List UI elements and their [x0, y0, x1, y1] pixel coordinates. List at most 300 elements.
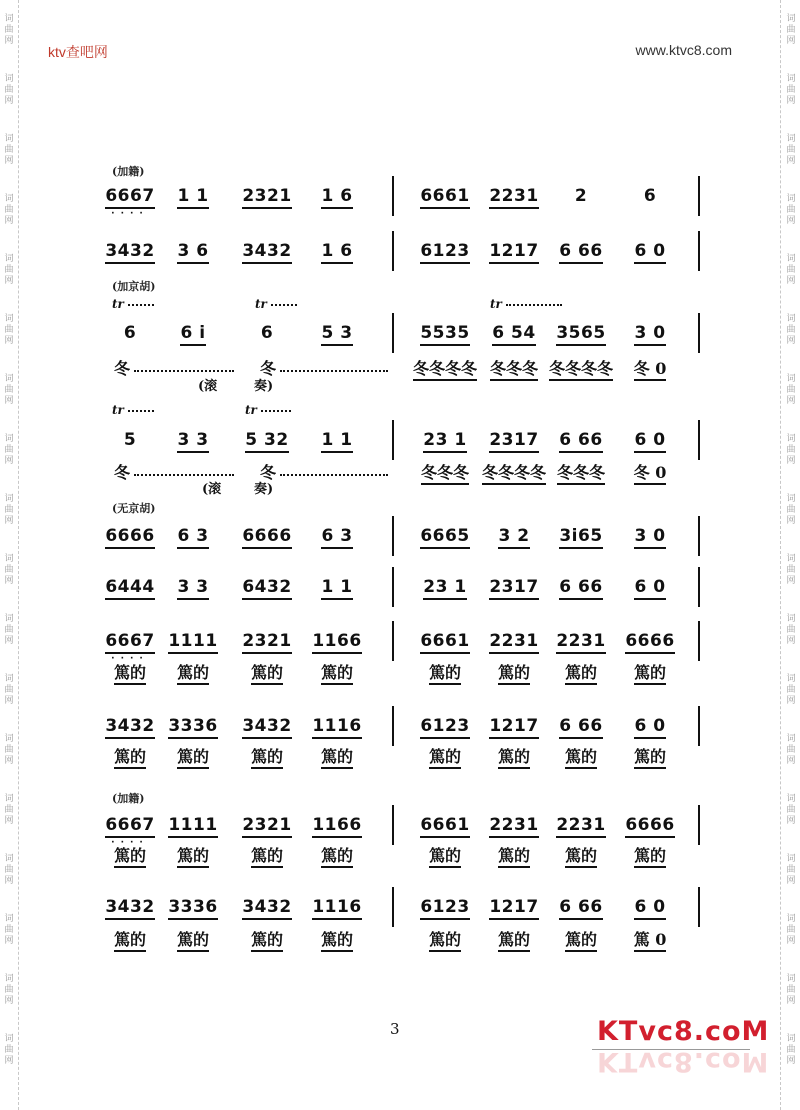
note-group: 6666 [625, 631, 674, 654]
note-group: 6 [123, 323, 137, 343]
side-text-char: 网 [4, 695, 14, 706]
side-text-char: 曲 [786, 24, 796, 35]
note-group: 3 3 [177, 577, 208, 600]
note-group: 2231 [489, 631, 538, 654]
note-group: 6666 [105, 526, 154, 549]
side-text-char: 词 [4, 913, 14, 924]
note-group: 1116 [312, 897, 361, 920]
side-text-char: 词 [786, 853, 796, 864]
lyric-text: 篤的 [251, 846, 283, 868]
lyric-syllables [607, 660, 693, 683]
note-cell [294, 526, 380, 546]
side-text-group [786, 120, 795, 180]
trill-wave [128, 404, 154, 412]
drum-syllable: 冬 [259, 463, 276, 482]
note-cell [294, 631, 380, 651]
side-text-char: 网 [786, 515, 796, 526]
lyric-text: 篤的 [565, 663, 597, 685]
side-text-char: 曲 [4, 444, 14, 455]
side-text-group [786, 780, 795, 840]
side-text-char: 网 [786, 935, 796, 946]
barline [698, 231, 700, 271]
roll-wave [134, 468, 234, 476]
side-text-char: 网 [786, 155, 796, 166]
lyric-syllables [294, 843, 380, 866]
side-text-char: 词 [786, 1033, 796, 1044]
side-text-char: 网 [786, 995, 796, 1006]
trill-mark: tr [490, 297, 502, 311]
side-text-group [786, 420, 795, 480]
side-text-char: 曲 [786, 144, 796, 155]
note-group: 1 1 [177, 186, 208, 209]
side-text-char: 曲 [4, 564, 14, 575]
side-text-char: 网 [4, 515, 14, 526]
side-text-group [4, 840, 13, 900]
note-group: 2317 [489, 577, 538, 600]
side-text-char: 词 [786, 673, 796, 684]
roll-wave [280, 364, 388, 372]
side-text-group [4, 120, 13, 180]
left-border-line [18, 0, 19, 1110]
lyric-text: 篤的 [321, 663, 353, 685]
note-group: 3336 [168, 897, 217, 920]
note-group: 23 1 [423, 430, 466, 453]
barline [392, 176, 394, 216]
barline [698, 516, 700, 556]
note-group: 6667 [105, 186, 154, 209]
site-name[interactable]: ktv查吧网 [48, 44, 108, 60]
lyric-text: 篤的 [177, 846, 209, 868]
lyric-syllables [294, 927, 380, 950]
note-group: 6 66 [559, 716, 602, 739]
side-text-group [786, 480, 795, 540]
barline [698, 313, 700, 353]
side-text-char: 网 [4, 335, 14, 346]
note-group: 5 3 [321, 323, 352, 346]
note-group: 6666 [242, 526, 291, 549]
note-group: 6661 [420, 186, 469, 209]
side-text-group [4, 360, 13, 420]
side-text-char: 曲 [4, 624, 14, 635]
barline [698, 805, 700, 845]
note-cell [294, 815, 380, 835]
side-text-char: 词 [4, 613, 14, 624]
side-text-char: 词 [786, 733, 796, 744]
lyric-text: 篤的 [177, 663, 209, 685]
lyric-text: 篤 0 [634, 930, 667, 952]
side-text-group [4, 660, 13, 720]
lyric-text: 冬冬冬 [557, 463, 605, 485]
note-group: 3432 [105, 716, 154, 739]
section-label-3: (无京胡) [112, 502, 156, 515]
lyric-text: 冬冬冬冬 [549, 359, 613, 381]
side-text-char: 网 [4, 935, 14, 946]
trill-wave [128, 298, 154, 306]
side-text-group [4, 420, 13, 480]
barline [698, 887, 700, 927]
note-cell [294, 577, 380, 597]
note-group: 1217 [489, 716, 538, 739]
lyric-text: 篤的 [429, 663, 461, 685]
lyric-text: 篤的 [177, 747, 209, 769]
side-text-char: 网 [4, 995, 14, 1006]
drum-syllable: 冬 [113, 463, 130, 482]
note-group: 2231 [489, 815, 538, 838]
note-group: 1217 [489, 241, 538, 264]
trill-mark: tr [112, 403, 124, 417]
side-text-char: 词 [786, 373, 796, 384]
lyric-text: 篤的 [177, 930, 209, 952]
lyric-text: 篤的 [114, 747, 146, 769]
side-text-char: 网 [786, 335, 796, 346]
note-group: 1217 [489, 897, 538, 920]
note-group: 3432 [242, 716, 291, 739]
barline [698, 420, 700, 460]
barline [392, 516, 394, 556]
side-text-char: 网 [4, 215, 14, 226]
ktvc8-logo-reflection: KTvc8.coM [597, 1046, 770, 1077]
lyric-text: 篤的 [498, 663, 530, 685]
side-text-char: 曲 [786, 924, 796, 935]
note-group: 1166 [312, 631, 361, 654]
side-text-char: 曲 [4, 684, 14, 695]
side-text-char: 网 [786, 215, 796, 226]
side-text-group [4, 960, 13, 1020]
lyric-text: 篤的 [498, 846, 530, 868]
side-text-char: 网 [4, 455, 14, 466]
side-text-char: 网 [786, 35, 796, 46]
lyric-syllables [607, 843, 693, 866]
side-text-group [4, 300, 13, 360]
right-side-watermark [784, 0, 798, 1110]
barline [698, 621, 700, 661]
section-label-4: (加籍) [112, 792, 145, 805]
note-group: 6 3 [177, 526, 208, 549]
note-group: 6 0 [634, 241, 665, 264]
lyric-syllables [607, 460, 693, 483]
lyric-text: 篤的 [321, 747, 353, 769]
side-text-char: 曲 [4, 384, 14, 395]
note-group: 3 0 [634, 526, 665, 549]
side-text-char: 词 [4, 13, 14, 24]
side-text-char: 词 [4, 673, 14, 684]
lyric-text: 篤的 [498, 747, 530, 769]
roll-note-a: (滚 [198, 379, 218, 394]
lyric-text: 冬 0 [634, 463, 667, 485]
barline [392, 621, 394, 661]
lyric-text: 篤的 [429, 846, 461, 868]
roll-note-b: 奏) [254, 482, 274, 497]
side-text-char: 词 [4, 433, 14, 444]
site-url[interactable]: www.ktvc8.com [635, 42, 732, 58]
note-group: 1 6 [321, 186, 352, 209]
lyric-syllables [607, 744, 693, 767]
side-text-char: 曲 [786, 84, 796, 95]
side-text-char: 词 [786, 13, 796, 24]
side-text-char: 词 [4, 1033, 14, 1044]
side-text-group [4, 1020, 13, 1080]
side-text-char: 词 [4, 733, 14, 744]
side-text-char: 词 [786, 73, 796, 84]
side-text-group [4, 720, 13, 780]
note-group: 5535 [420, 323, 469, 346]
note-cell [607, 526, 693, 546]
side-text-char: 网 [4, 95, 14, 106]
side-text-char: 网 [4, 155, 14, 166]
lyric-text: 篤的 [429, 930, 461, 952]
side-text-group [4, 600, 13, 660]
side-text-char: 曲 [786, 984, 796, 995]
note-cell [607, 323, 693, 343]
side-text-char: 曲 [4, 144, 14, 155]
side-text-char: 词 [786, 613, 796, 624]
lyric-text: 篤的 [251, 663, 283, 685]
side-text-char: 词 [786, 433, 796, 444]
right-border-line [780, 0, 781, 1110]
note-group: 2317 [489, 430, 538, 453]
side-text-group [786, 300, 795, 360]
side-text-group [786, 720, 795, 780]
drum-syllable: 冬 [113, 359, 130, 378]
roll-note-b: 奏) [254, 379, 274, 394]
note-group: 2321 [242, 631, 291, 654]
note-group: 6666 [625, 815, 674, 838]
lyric-text: 篤的 [114, 846, 146, 868]
note-cell [607, 241, 693, 261]
note-group: 3432 [105, 897, 154, 920]
trill-mark: tr [112, 297, 124, 311]
side-text-char: 词 [786, 493, 796, 504]
side-text-char: 曲 [4, 984, 14, 995]
side-text-char: 词 [4, 253, 14, 264]
side-text-char: 词 [786, 913, 796, 924]
side-text-group [786, 360, 795, 420]
barline [392, 231, 394, 271]
side-text-char: 网 [4, 1055, 14, 1066]
note-cell [294, 186, 380, 206]
side-text-char: 词 [786, 793, 796, 804]
side-text-char: 网 [4, 395, 14, 406]
note-group: 6667 [105, 631, 154, 654]
side-text-group [786, 180, 795, 240]
side-text-group [4, 480, 13, 540]
side-text-char: 曲 [786, 324, 796, 335]
side-text-char: 网 [786, 575, 796, 586]
side-text-group [786, 240, 795, 300]
side-text-group [786, 660, 795, 720]
side-text-group [786, 540, 795, 600]
note-group: 2321 [242, 815, 291, 838]
note-cell [607, 430, 693, 450]
lyric-syllables [294, 660, 380, 683]
lyric-text: 篤的 [114, 663, 146, 685]
side-text-group [786, 900, 795, 960]
side-text-char: 曲 [786, 804, 796, 815]
note-group: 3432 [242, 897, 291, 920]
note-group: 6123 [420, 716, 469, 739]
side-text-char: 词 [786, 553, 796, 564]
lyric-text: 篤的 [251, 930, 283, 952]
low-octave-dots: ···· [111, 209, 149, 219]
note-group: 6 66 [559, 241, 602, 264]
side-text-char: 网 [4, 575, 14, 586]
side-text-char: 曲 [786, 684, 796, 695]
trill-wave [271, 298, 297, 306]
page-number: 3 [390, 1020, 400, 1038]
note-group: 6 [643, 186, 657, 206]
note-group: 6 0 [634, 430, 665, 453]
lyric-text: 冬 0 [634, 359, 667, 381]
note-group: 6432 [242, 577, 291, 600]
lyric-text: 篤的 [634, 663, 666, 685]
side-text-char: 词 [4, 793, 14, 804]
note-group: 2231 [489, 186, 538, 209]
side-text-char: 网 [786, 635, 796, 646]
note-group: 5 [123, 430, 137, 450]
lyric-text: 冬冬冬 [490, 359, 538, 381]
note-group: 2231 [556, 631, 605, 654]
lyric-text: 篤的 [321, 846, 353, 868]
note-group: 6 66 [559, 430, 602, 453]
note-group: 6 0 [634, 577, 665, 600]
side-text-char: 曲 [4, 924, 14, 935]
note-group: 6 [260, 323, 274, 343]
lyric-text: 篤的 [114, 930, 146, 952]
lyric-text: 冬冬冬冬 [482, 463, 546, 485]
side-text-char: 曲 [4, 804, 14, 815]
side-text-char: 词 [4, 493, 14, 504]
side-text-char: 曲 [786, 264, 796, 275]
side-text-char: 词 [4, 313, 14, 324]
note-cell [294, 897, 380, 917]
note-group: 5 32 [245, 430, 288, 453]
side-text-char: 网 [786, 95, 796, 106]
note-group: 3 2 [498, 526, 529, 549]
note-group: 3 0 [634, 323, 665, 346]
note-group: 6665 [420, 526, 469, 549]
low-octave-dots: ···· [111, 654, 149, 664]
side-text-char: 网 [786, 395, 796, 406]
note-cell [607, 815, 693, 835]
note-group: 1116 [312, 716, 361, 739]
barline [698, 567, 700, 607]
side-text-group [4, 780, 13, 840]
side-text-char: 词 [4, 373, 14, 384]
side-text-char: 曲 [786, 1044, 796, 1055]
barline [698, 176, 700, 216]
note-group: 2 [574, 186, 588, 206]
side-text-char: 曲 [4, 204, 14, 215]
note-group: 3565 [556, 323, 605, 346]
note-group: 6661 [420, 631, 469, 654]
note-group: 6667 [105, 815, 154, 838]
lyric-syllables [294, 744, 380, 767]
section-label-1: (加籍) [112, 165, 145, 178]
note-group: 6 66 [559, 577, 602, 600]
note-group: 3336 [168, 716, 217, 739]
lyric-text: 篤的 [321, 930, 353, 952]
side-text-char: 网 [786, 275, 796, 286]
side-text-char: 曲 [4, 744, 14, 755]
note-group: 3432 [105, 241, 154, 264]
roll-wave [134, 364, 234, 372]
lyric-text: 篤的 [565, 846, 597, 868]
note-group: 6123 [420, 897, 469, 920]
side-text-group [4, 240, 13, 300]
lyric-text: 篤的 [565, 747, 597, 769]
side-text-char: 词 [4, 973, 14, 984]
barline [698, 706, 700, 746]
side-text-char: 词 [4, 193, 14, 204]
side-text-char: 曲 [4, 264, 14, 275]
side-text-char: 曲 [4, 324, 14, 335]
side-text-char: 词 [786, 133, 796, 144]
side-text-group [4, 60, 13, 120]
side-text-char: 曲 [786, 564, 796, 575]
logo-divider [592, 1049, 750, 1050]
note-group: 6 i [180, 323, 205, 346]
note-cell [294, 323, 380, 343]
side-text-group [4, 180, 13, 240]
side-text-group [786, 840, 795, 900]
side-text-char: 网 [4, 275, 14, 286]
note-group: 6 0 [634, 716, 665, 739]
note-group: 6 54 [492, 323, 535, 346]
note-group: 6 66 [559, 897, 602, 920]
side-text-char: 曲 [4, 504, 14, 515]
lyric-text: 篤的 [429, 747, 461, 769]
lyric-text: 篤的 [565, 930, 597, 952]
side-text-char: 词 [786, 193, 796, 204]
note-group: 3 3 [177, 430, 208, 453]
side-text-char: 曲 [4, 84, 14, 95]
side-text-group [4, 900, 13, 960]
side-text-group [786, 60, 795, 120]
side-text-char: 词 [4, 553, 14, 564]
trill-mark: tr [245, 403, 257, 417]
low-octave-dots: ···· [111, 838, 149, 848]
side-text-char: 曲 [4, 864, 14, 875]
side-text-char: 曲 [786, 864, 796, 875]
side-text-group [786, 1020, 795, 1080]
side-text-char: 网 [786, 455, 796, 466]
side-text-char: 词 [786, 973, 796, 984]
note-group: 3 6 [177, 241, 208, 264]
note-cell [294, 430, 380, 450]
note-group: 6 3 [321, 526, 352, 549]
note-group: 1111 [168, 815, 217, 838]
drum-syllable: 冬 [259, 359, 276, 378]
note-group: 2231 [556, 815, 605, 838]
roll-wave [280, 468, 388, 476]
barline [392, 313, 394, 353]
barline [392, 706, 394, 746]
side-text-group [786, 960, 795, 1020]
side-text-char: 网 [4, 755, 14, 766]
side-text-char: 词 [4, 73, 14, 84]
side-text-group [4, 540, 13, 600]
barline [392, 420, 394, 460]
note-cell [607, 577, 693, 597]
side-text-char: 曲 [786, 624, 796, 635]
lyric-text: 篤的 [251, 747, 283, 769]
side-text-char: 网 [786, 695, 796, 706]
side-text-char: 网 [4, 635, 14, 646]
note-cell [607, 631, 693, 651]
side-text-char: 曲 [786, 744, 796, 755]
side-text-char: 网 [4, 875, 14, 886]
note-group: 3432 [242, 241, 291, 264]
